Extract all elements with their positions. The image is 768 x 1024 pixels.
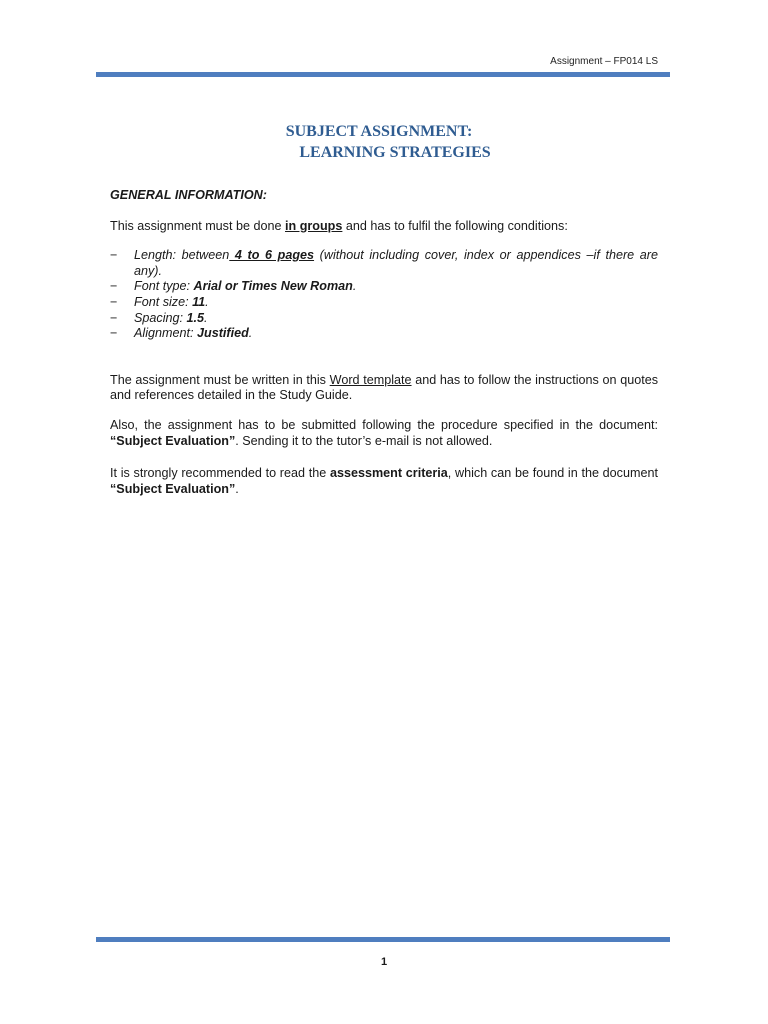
criteria-text-before: It is strongly recommended to read the [110, 466, 330, 481]
criteria-emphasis: assessment criteria [329, 466, 448, 481]
intro-emphasis: in groups [285, 218, 343, 233]
criteria-text-middle: , which can be found in the document [447, 466, 658, 481]
bullet-marker: − [110, 279, 118, 294]
word-template-paragraph [110, 373, 658, 404]
submission-text-after: . Sending it to the tutor’s e-mail is not allowed. [235, 433, 493, 448]
submission-doc-name: “Subject Evaluation” [110, 433, 236, 448]
condition-label: Font type: [134, 279, 194, 294]
conditions-list [110, 248, 658, 342]
word-template-link[interactable]: Word template [329, 372, 412, 387]
title-line-2: LEARNING STRATEGIES [299, 144, 491, 161]
bullet-marker: − [110, 248, 118, 263]
submission-text-before: Also, the assignment has to be submitted following the procedure specified in the document: [110, 417, 658, 432]
running-header: Assignment – FP014 LS [550, 56, 658, 67]
title-line-1: SUBJECT ASSIGNMENT: [285, 123, 473, 140]
condition-spacing [110, 311, 658, 327]
condition-value: 1.5 [186, 310, 205, 325]
document-title [96, 121, 670, 163]
condition-value: 4 to 6 pages [229, 248, 315, 263]
word-template-text-before: The assignment must be written in this [110, 372, 330, 387]
condition-value: Arial or Times New Roman [193, 279, 353, 294]
document-body [110, 188, 658, 497]
intro-text-before: This assignment must be done [110, 218, 286, 233]
condition-note: (without including cover, index or appendices –if there are any). [134, 248, 658, 278]
word-template-text-after: and has to follow the instructions on quotes and references detailed in the Study Guide. [110, 372, 659, 403]
condition-label: Font size: [134, 294, 193, 309]
page-number: 1 [380, 956, 388, 968]
condition-note: . [205, 294, 209, 309]
condition-value: 11 [192, 294, 206, 309]
intro-text-after: and has to fulfil the following conditions: [342, 218, 568, 233]
condition-font-size [110, 295, 658, 311]
condition-label: Length: between [134, 248, 230, 263]
condition-note: . [204, 310, 208, 325]
header-rule [96, 72, 670, 77]
section-heading: GENERAL INFORMATION: [110, 188, 267, 202]
condition-alignment [110, 326, 658, 342]
footer-rule [96, 937, 670, 942]
criteria-text-after: . [235, 481, 239, 496]
intro-paragraph [110, 219, 658, 235]
condition-note: . [352, 279, 357, 294]
condition-label: Alignment: [134, 326, 197, 341]
submission-paragraph [110, 418, 658, 449]
condition-label: Spacing: [134, 310, 187, 325]
condition-note: . [248, 326, 253, 341]
bullet-marker: − [110, 294, 118, 309]
condition-length [110, 248, 658, 279]
bullet-marker: − [110, 310, 118, 325]
criteria-paragraph [110, 466, 658, 497]
criteria-doc-name: “Subject Evaluation” [110, 481, 236, 496]
bullet-marker: − [110, 326, 118, 341]
condition-value: Justified [197, 326, 249, 341]
condition-font-type [110, 279, 658, 295]
